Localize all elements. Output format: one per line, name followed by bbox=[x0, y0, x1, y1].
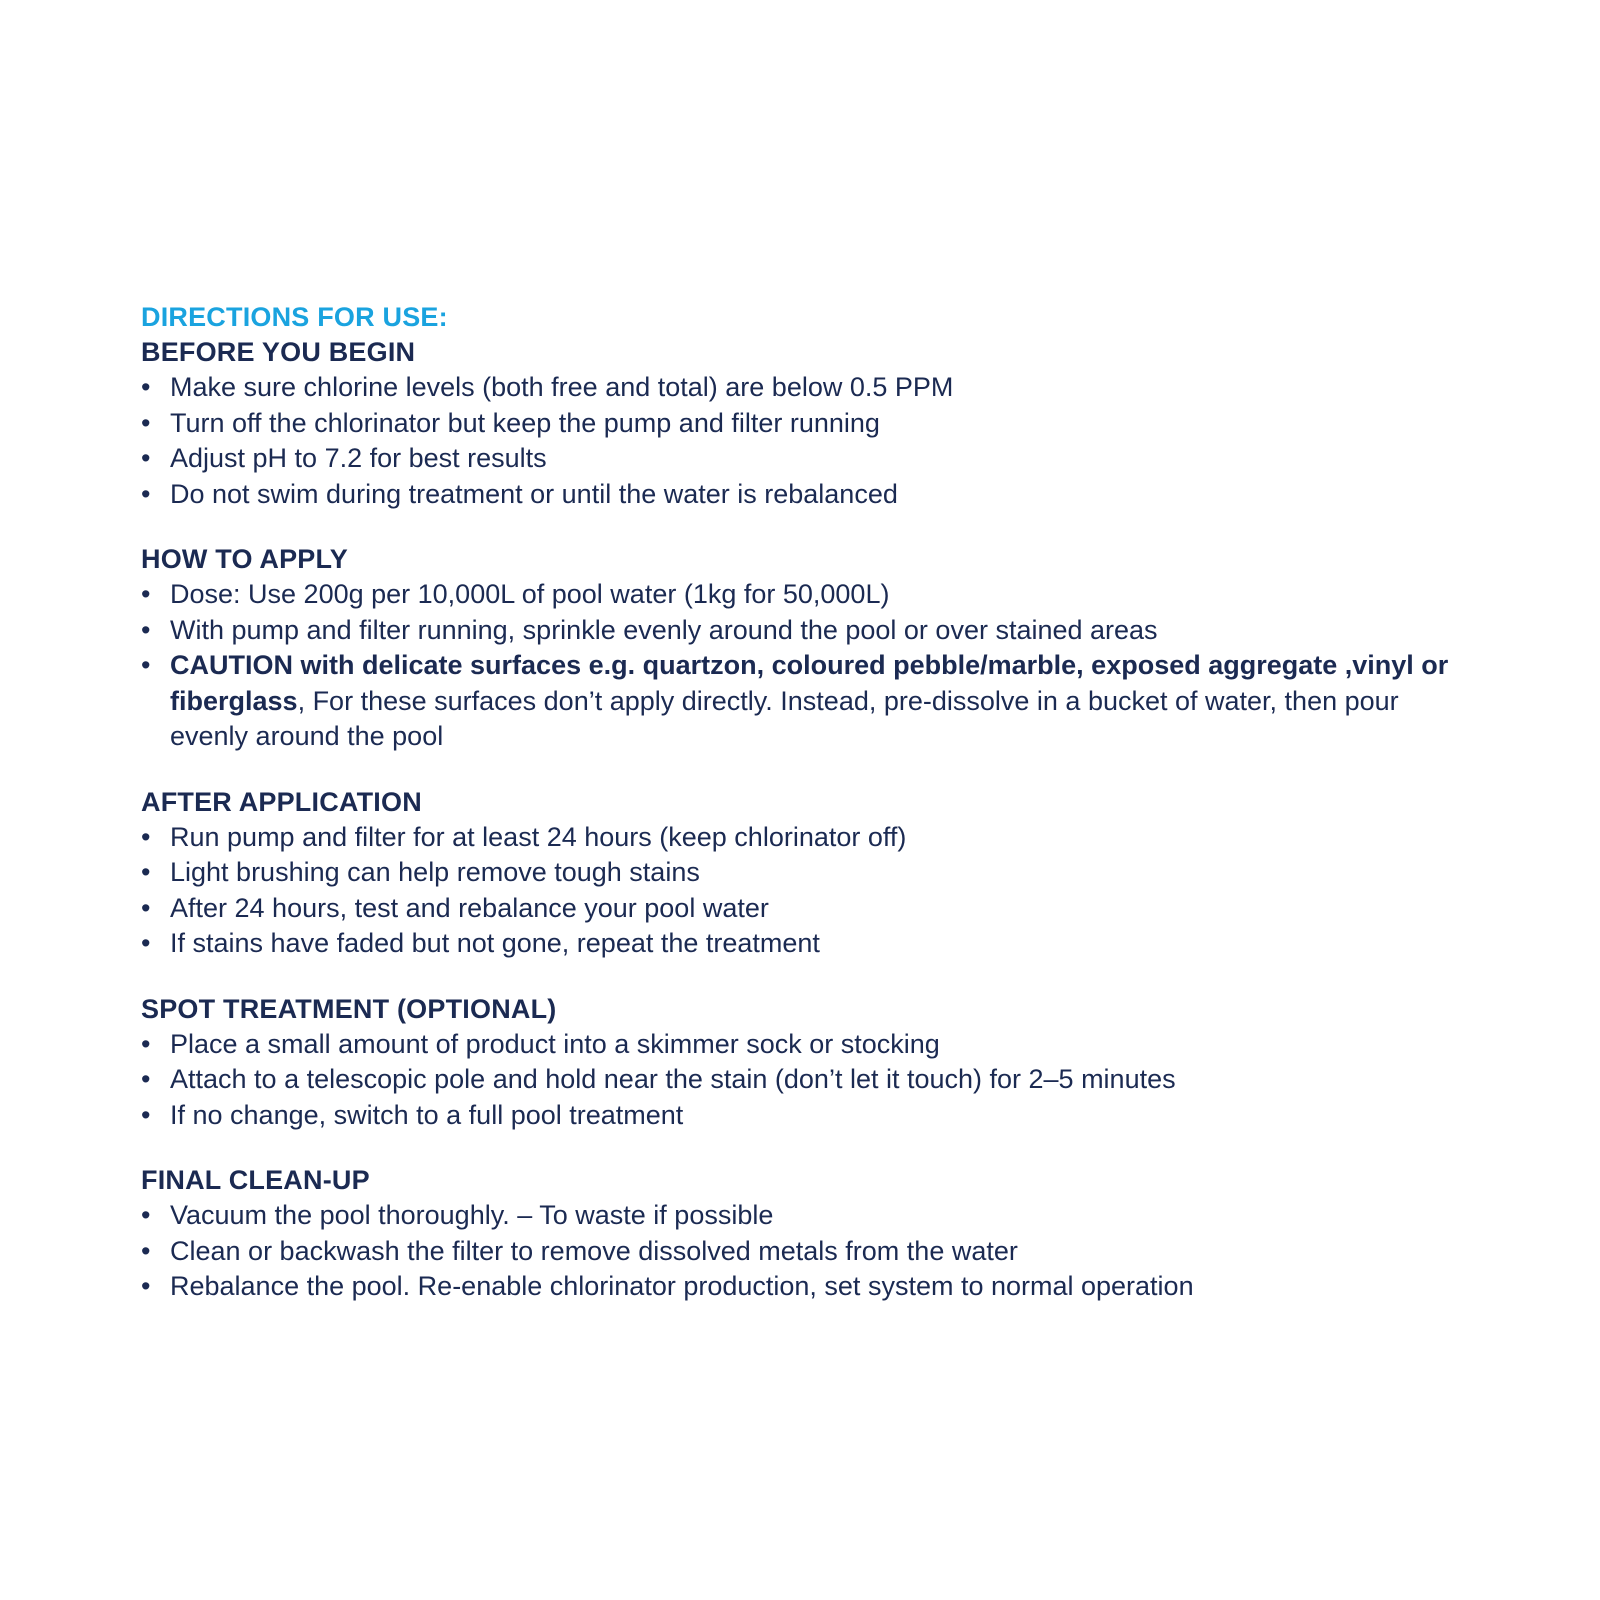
list-item: • Light brushing can help remove tough stains bbox=[141, 855, 1481, 891]
list-item: • If no change, switch to a full pool treatment bbox=[141, 1098, 1481, 1134]
directions-title: DIRECTIONS FOR USE: bbox=[141, 302, 448, 332]
list-item: • Dose: Use 200g per 10,000L of pool water (1kg for 50,000L) bbox=[141, 577, 1481, 613]
bullet-list bbox=[141, 820, 1481, 962]
section-title: SPOT TREATMENT (OPTIONAL) bbox=[141, 993, 557, 1024]
section-how-to-apply bbox=[141, 542, 1481, 755]
section-title: BEFORE YOU BEGIN bbox=[141, 337, 416, 367]
list-item: • With pump and filter running, sprinkle evenly around the pool or over stained areas bbox=[141, 613, 1481, 649]
caution-bold-text: CAUTION with delicate surfaces e.g. quartzon, coloured pebble/marble, exposed aggregate ,vinyl or fiberglass bbox=[170, 650, 1449, 716]
section-spot-treatment bbox=[141, 992, 1481, 1134]
list-item: • Clean or backwash the filter to remove dissolved metals from the water bbox=[141, 1234, 1481, 1270]
caution-item bbox=[141, 648, 1481, 755]
list-item: • Vacuum the pool thoroughly. – To waste if possible bbox=[141, 1198, 1481, 1234]
section-title: HOW TO APPLY bbox=[141, 544, 348, 574]
list-item: • After 24 hours, test and rebalance your pool water bbox=[141, 891, 1481, 927]
list-item: • Make sure chlorine levels (both free and total) are below 0.5 PPM bbox=[141, 370, 1481, 406]
section-before-you-begin bbox=[141, 335, 1481, 512]
section-final-clean-up bbox=[141, 1163, 1481, 1305]
section-after-application bbox=[141, 785, 1481, 962]
list-item: • Rebalance the pool. Re-enable chlorinator production, set system to normal operation bbox=[141, 1269, 1481, 1305]
bullet-list bbox=[141, 1198, 1481, 1305]
bullet-list bbox=[141, 1027, 1481, 1134]
list-item: • Turn off the chlorinator but keep the pump and filter running bbox=[141, 406, 1481, 442]
section-title: FINAL CLEAN-UP bbox=[141, 1165, 370, 1195]
list-item: • Run pump and filter for at least 24 hours (keep chlorinator off) bbox=[141, 820, 1481, 856]
list-item: • Adjust pH to 7.2 for best results bbox=[141, 441, 1481, 477]
list-item: • Attach to a telescopic pole and hold near the stain (don’t let it touch) for 2–5 minutes bbox=[141, 1062, 1481, 1098]
caution-rest-text: , For these surfaces don’t apply directly. Instead, pre-dissolve in a bucket of water, then pour evenly around the pool bbox=[170, 685, 1399, 751]
directions-document bbox=[141, 300, 1481, 1335]
bullet-list bbox=[141, 370, 1481, 512]
bullet-list bbox=[141, 577, 1481, 755]
list-item: • Place a small amount of product into a skimmer sock or stocking bbox=[141, 1027, 1481, 1063]
section-title: AFTER APPLICATION bbox=[141, 786, 422, 817]
list-item: • If stains have faded but not gone, repeat the treatment bbox=[141, 926, 1481, 962]
list-item: • Do not swim during treatment or until the water is rebalanced bbox=[141, 477, 1481, 513]
